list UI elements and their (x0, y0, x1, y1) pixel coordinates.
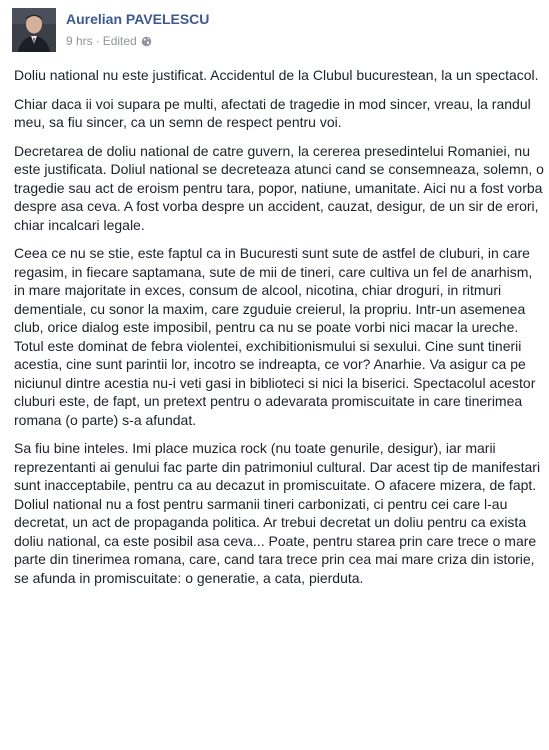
avatar-photo (12, 8, 56, 52)
globe-icon[interactable] (141, 36, 152, 47)
edited-label[interactable]: Edited (102, 34, 137, 48)
post-paragraph: Chiar daca ii voi supara pe multi, afectati de tragedie in mod sincer, vreau, la randul meu, sa fiu sincer, ca un semn de respect pentru voi. (14, 95, 531, 130)
meta-separator: · (95, 34, 100, 48)
post-header (12, 8, 532, 58)
post-meta (66, 34, 152, 48)
post-paragraph: Ceea ce nu se stie, este faptul ca in Bucuresti sunt sute de astfel de cluburi, in care regasim, in fiecare saptamana, sute de mii de tineri, care cultiva un fel de anarhism, in mare majoritate in exces, consum de alcool, nicotina, chiar droguri, in ritmuri dementiale, cu sonor la maxim, care zguduie creierul, la propriu. Intr-un asemenea club, orice dialog este imposibil, pentru ca nu se poate vorbi nici macar la ureche. Totul este dominat de febra violentei, exchibitionismului si sexului. Cine sunt tinerii acestia, cine sunt parintii lor, incotro se indreapta, ce vor? Anarhie. Va asigur ca pe niciunul dintre acestia nu-i veti gasi in biblioteci si nici la biserici. Spectacolul acestor cluburi este, de fapt, un pretext pentru o adevarata promiscuitate in care tinerimea romana (o parte) s-a afundat. (14, 245, 536, 428)
author-avatar[interactable] (12, 8, 56, 52)
post-paragraph: Decretarea de doliu national de catre guvern, la cererea presedintelui Romaniei, nu este justificata. Doliul national se decreteaza atunci cand se consemneaza, solemn, o tragedie sau act de eroism pentru tara, popor, natiune, umanitate. Aici nu a fost vorba despre asa ceva. A fost vorba despre un accident, cauzat, desigur, de un sir de erori, chiar incalcari legale. (14, 142, 544, 233)
timestamp[interactable]: 9 hrs (66, 34, 93, 48)
post-paragraph: Doliu national nu este justificat. Accidentul de la Clubul bucurestean, la un spectacol. (14, 67, 539, 83)
author-name[interactable]: Aurelian PAVELESCU (66, 11, 210, 27)
post-paragraph: Sa fiu bine inteles. Imi place muzica rock (nu toate genurile, desigur), iar marii reprezentanti ai genului fac parte din patrimoniul cultural. Dar acest tip de manifestari sunt inacceptabile, pentru ca au decazut in promiscuitate. O afacere mizera, de fapt. Doliul national nu a fost pentru sarmanii tineri carbonizati, ci pentru cei care l-au decretat, un act de propaganda politica. Ar trebui decretat un doliu pentru ca exista doliu national, ca este posibil asa ceva... Poate, pentru starea prin care trece o mare parte din tinerimea romana, care, cand tara trece prin cea mai mare criza din istorie, se afunda in promiscuitate: o generatie, a cata, pierduta. (14, 440, 541, 586)
post-body (14, 66, 544, 597)
